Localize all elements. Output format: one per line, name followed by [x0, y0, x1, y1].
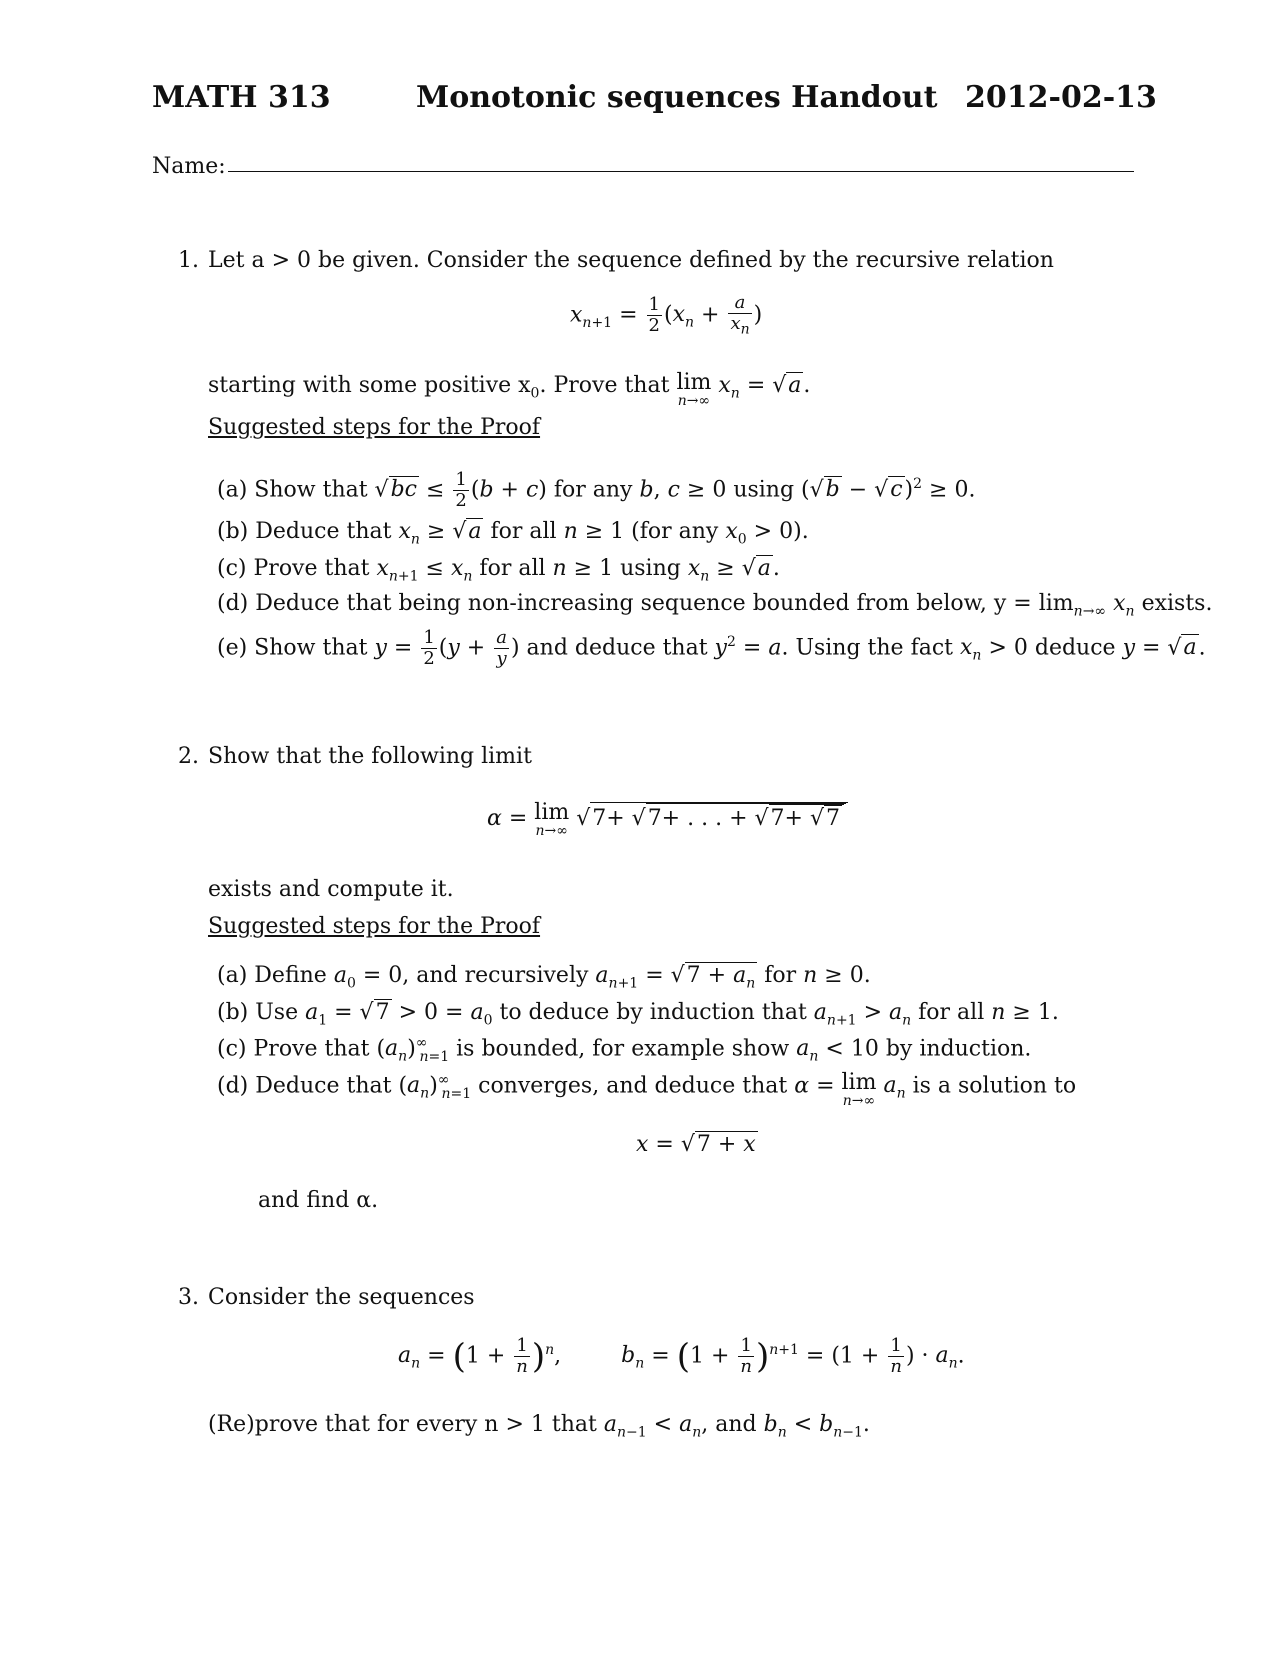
- q2-nested-radical-formula: α = lim n→∞ √7+ √7+ . . . + √7+ √7: [487, 802, 848, 838]
- q1-intro: Let a > 0 be given. Consider the sequence defined by the recursive relation: [208, 248, 1054, 273]
- q1-steps-title: Suggested steps for the Proof: [208, 415, 541, 440]
- course-code: MATH 313: [152, 80, 331, 115]
- q1-starting: starting with some positive $x_0$. Prove that lim n→∞ $x_n = √a$.: [208, 370, 811, 409]
- q2-steps-title: Suggested steps for the Proof: [208, 914, 541, 939]
- name-field-line: [228, 171, 1134, 172]
- q3-reprove: (Re)prove that for every n > 1 that $a_{n-1} < a_n$, and $b_n < b_{n-1}$.: [208, 1412, 870, 1441]
- q2-intro: Show that the following limit: [208, 744, 532, 769]
- q2-exists: exists and compute it.: [208, 877, 454, 902]
- q1-step-b: (b) Deduce that $x_n \ge √a$ for all n ≥ 1 (for any $x_0 > 0$).: [217, 519, 809, 548]
- q2-and-find: and find α.: [258, 1188, 379, 1213]
- date: 2012-02-13: [965, 80, 1157, 115]
- name-label: Name:: [152, 154, 226, 179]
- q3-number: 3.: [178, 1285, 199, 1310]
- q2-step-a: (a) Define $a_0 = 0$, and recursively $a_{n+1} = √7 + a_n$ for n ≥ 0.: [217, 963, 871, 992]
- q3-intro: Consider the sequences: [208, 1285, 475, 1310]
- q2-step-b: (b) Use $a_1 = √7 > 0 = a_0$ to deduce by induction that $a_{n+1} > a_n$ for all n ≥ 1.: [217, 1000, 1059, 1029]
- q1-recursion-formula: $x_{n+1}$ = $\frac{1}{2}$ ($x_n$ + $\frac{a}{x_n}$ ): [570, 292, 763, 338]
- q1-step-d: (d) Deduce that being non-increasing sequence bounded from below, $y = \lim_{n\to\infty} x_n$ exists.: [217, 591, 1213, 620]
- q1-number: 1.: [178, 248, 199, 273]
- page-title: Monotonic sequences Handout: [416, 80, 938, 115]
- q2-fixed-point-equation: x = √7 + x: [636, 1132, 756, 1157]
- q2-step-c: (c) Prove that $(a_n)^\infty_{n=1}$ is bounded, for example show $a_n < 10$ by induction.: [217, 1035, 1032, 1065]
- q2-number: 2.: [178, 744, 199, 769]
- q1-step-a: (a) Show that √bc ≤ $\frac{1}{2}$ (b + c) for any b, c ≥ 0 using $(√b - √c)^2 \ge 0$.: [217, 469, 976, 511]
- q2-step-d: (d) Deduce that $(a_n)^\infty_{n=1}$ converges, and deduce that α = lim n→∞ $a_n$ is a solution to: [217, 1070, 1077, 1109]
- q1-step-c: (c) Prove that $x_{n+1} \le x_n$ for all n ≥ 1 using $x_n \ge √a$.: [217, 556, 780, 585]
- q3-sequences-formula: $a_n = (1$ + $\frac{1}{n}$ )$^n$, $b_n = (1$ + $\frac{1}{n}$ )$^{n+1}$ = (1 + $\frac{1}{n}$ ) · $a_n$.: [398, 1335, 965, 1377]
- q1-step-e: (e) Show that y = $\frac{1}{2}$ (y + $\frac{a}{y}$ ) and deduce that $y^2 = a$. Using the fact $x_n > 0$ deduce y = √a.: [217, 627, 1206, 669]
